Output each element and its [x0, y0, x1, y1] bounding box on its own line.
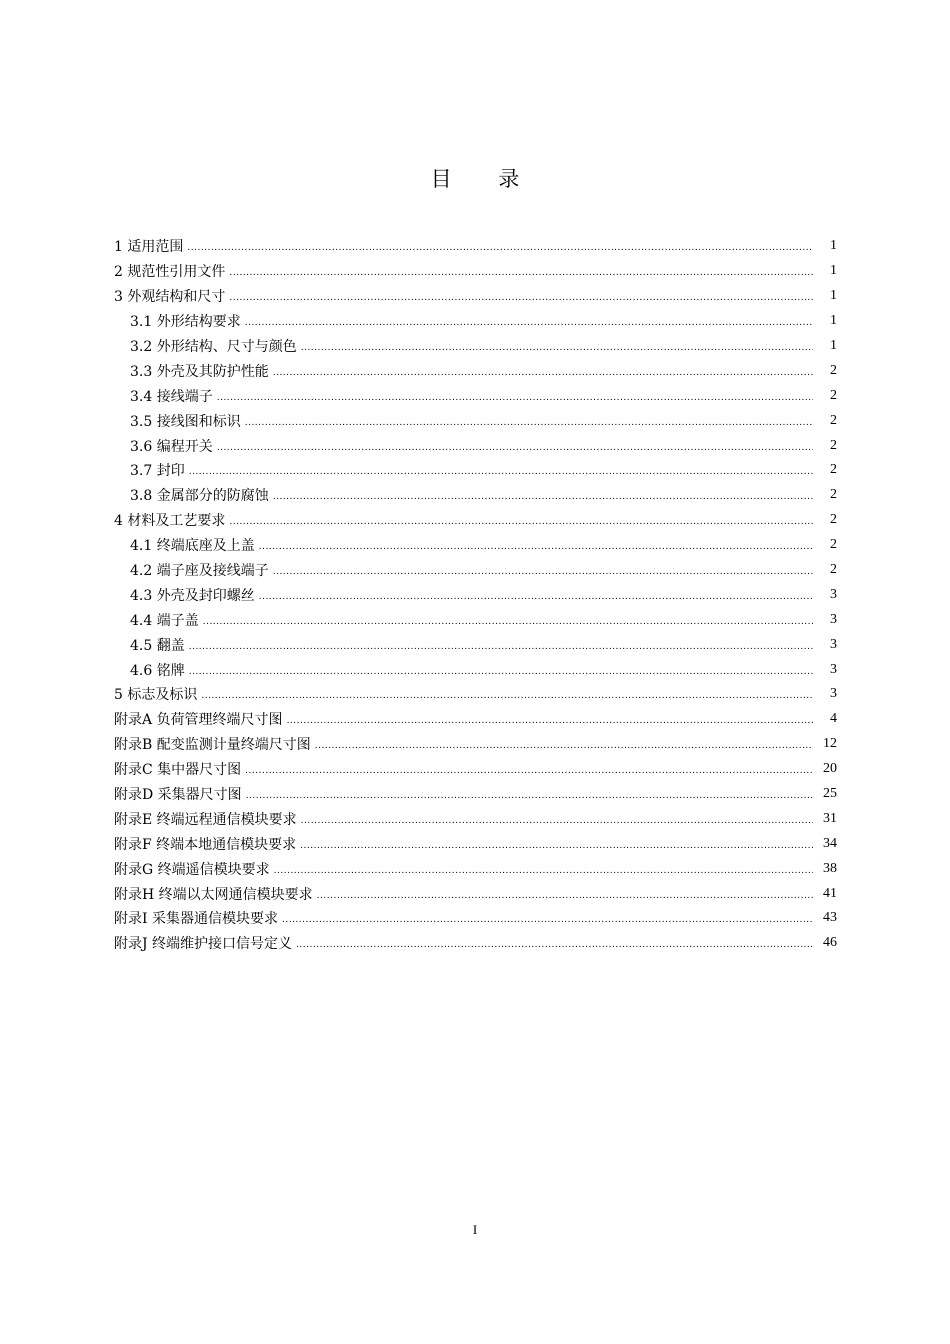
toc-entry[interactable]: [114, 732, 837, 757]
toc-entry-page: 1: [830, 313, 837, 329]
toc-entry[interactable]: [114, 757, 837, 782]
toc-entry-page: 2: [830, 512, 837, 528]
toc-dot-leader: [273, 489, 813, 505]
toc-entry-page: 3: [830, 636, 837, 652]
toc-entry[interactable]: [114, 433, 837, 458]
toc-dot-leader: [273, 564, 813, 580]
toc-entry-label: 2 规范性引用文件: [114, 264, 226, 281]
toc-entry-label: 3.6 编程开关: [130, 438, 213, 455]
toc-entry-page: 43: [823, 910, 837, 926]
toc-entry-page: 3: [830, 586, 837, 602]
toc-dot-leader: [189, 639, 813, 655]
toc-entry-page: 3: [830, 661, 837, 677]
toc-dot-leader: [296, 937, 813, 953]
toc-entry[interactable]: [114, 483, 837, 508]
toc-dot-leader: [315, 738, 813, 754]
toc-entry-label: 3.3 外壳及其防护性能: [130, 363, 269, 380]
toc-entry-label: 附录F 终端本地通信模块要求: [114, 836, 297, 853]
toc-entry[interactable]: [114, 533, 837, 558]
toc-dot-leader: [317, 888, 813, 904]
toc-entry[interactable]: [114, 408, 837, 433]
toc-entry-label: 3.8 金属部分的防腐蚀: [130, 488, 269, 505]
toc-entry[interactable]: [114, 309, 837, 334]
toc-entry-page: 2: [830, 487, 837, 503]
toc-entry-page: 3: [830, 686, 837, 702]
toc-entry-label: 附录H 终端以太网通信模块要求: [114, 886, 313, 903]
toc-dot-leader: [245, 415, 813, 431]
toc-entry-page: 4: [830, 711, 837, 727]
toc-entry-label: 4 材料及工艺要求: [114, 513, 226, 530]
toc-entry[interactable]: [114, 856, 837, 881]
toc-entry-label: 附录G 终端遥信模块要求: [114, 861, 270, 878]
toc-entry-label: 附录A 负荷管理终端尺寸图: [114, 712, 283, 729]
toc-dot-leader: [189, 464, 813, 480]
toc-entry[interactable]: [114, 931, 837, 956]
toc-entry[interactable]: [114, 682, 837, 707]
toc-entry-label: 3 外观结构和尺寸: [114, 289, 226, 306]
page-title: 目 录: [430, 167, 540, 191]
toc-entry-label: 附录C 集中器尺寸图: [114, 762, 242, 779]
toc-entry-label: 附录E 终端远程通信模块要求: [114, 811, 297, 828]
toc-entry-label: 附录D 采集器尺寸图: [114, 787, 242, 804]
toc-entry[interactable]: [114, 906, 837, 931]
toc-dot-leader: [187, 240, 813, 256]
toc-entry-page: 12: [823, 736, 837, 752]
toc-entry-label: 4.3 外壳及封印螺丝: [130, 587, 255, 604]
toc-entry-label: 附录J 终端维护接口信号定义: [114, 936, 293, 953]
toc-dot-leader: [282, 912, 813, 928]
toc-entry[interactable]: [114, 881, 837, 906]
toc-entry[interactable]: [114, 358, 837, 383]
toc-entry-label: 附录B 配变监测计量终端尺寸图: [114, 737, 311, 754]
toc-entry-page: 25: [823, 786, 837, 802]
toc-entry-page: 1: [830, 288, 837, 304]
toc-entry-label: 4.4 端子盖: [130, 612, 199, 629]
toc-entry[interactable]: [114, 632, 837, 657]
toc-dot-leader: [189, 664, 813, 680]
toc-entry[interactable]: [114, 259, 837, 284]
toc-dot-leader: [300, 838, 813, 854]
toc-entry-page: 20: [823, 761, 837, 777]
toc-entry-label: 3.5 接线图和标识: [130, 413, 241, 430]
toc-entry[interactable]: [114, 582, 837, 607]
toc-dot-leader: [229, 265, 813, 281]
toc-entry[interactable]: [114, 458, 837, 483]
toc-entry-page: 2: [830, 362, 837, 378]
toc-dot-leader: [245, 315, 813, 331]
toc-dot-leader: [301, 340, 813, 356]
toc-entry-page: 34: [823, 835, 837, 851]
toc-dot-leader: [245, 763, 813, 779]
toc-dot-leader: [246, 788, 813, 804]
toc-entry-label: 附录I 采集器通信模块要求: [114, 911, 278, 928]
toc-dot-leader: [229, 514, 813, 530]
toc-entry-page: 31: [823, 810, 837, 826]
toc-entry-label: 3.7 封印: [130, 463, 185, 480]
toc-entry-label: 4.5 翻盖: [130, 637, 185, 654]
toc-entry-page: 38: [823, 860, 837, 876]
toc-entry[interactable]: [114, 558, 837, 583]
toc-dot-leader: [287, 713, 813, 729]
page-number: I: [472, 1222, 478, 1237]
toc-entry[interactable]: [114, 707, 837, 732]
toc-entry-label: 4.6 铭牌: [130, 662, 185, 679]
toc-dot-leader: [259, 589, 813, 605]
toc-entry[interactable]: [114, 831, 837, 856]
toc-entry[interactable]: [114, 607, 837, 632]
toc-entry[interactable]: [114, 782, 837, 807]
toc-entry-label: 3.2 外形结构、尺寸与颜色: [130, 339, 297, 355]
toc-entry-label: 4.1 终端底座及上盖: [130, 538, 255, 555]
toc-entry[interactable]: [114, 284, 837, 309]
toc-entry[interactable]: [114, 234, 837, 259]
toc-dot-leader: [203, 614, 813, 630]
toc-entry-label: 1 适用范围: [114, 239, 184, 256]
toc-entry-page: 2: [830, 387, 837, 403]
toc-dot-leader: [201, 688, 813, 704]
toc-entry-label: 5 标志及标识: [114, 687, 198, 704]
toc-entry-page: 41: [823, 885, 837, 901]
toc-dot-leader: [217, 390, 813, 406]
toc-entry-page: 2: [830, 462, 837, 478]
toc-entry[interactable]: [114, 806, 837, 831]
toc-entry-page: 46: [823, 935, 837, 951]
toc-dot-leader: [274, 863, 813, 879]
toc-entry-label: 3.4 接线端子: [130, 388, 213, 405]
toc-entry-page: 3: [830, 611, 837, 627]
toc-dot-leader: [301, 813, 813, 829]
toc-dot-leader: [259, 539, 813, 555]
toc-entry[interactable]: [114, 383, 837, 408]
toc-entry-page: 2: [830, 412, 837, 428]
toc-entry[interactable]: [114, 334, 837, 359]
toc-dot-leader: [229, 290, 813, 306]
toc-dot-leader: [273, 365, 813, 381]
toc-entry-page: 2: [830, 437, 837, 453]
toc-entry-page: 1: [830, 263, 837, 279]
toc-entry-page: 2: [830, 537, 837, 553]
table-of-contents: [114, 234, 837, 956]
toc-entry[interactable]: [114, 508, 837, 533]
toc-entry-page: 1: [830, 338, 837, 353]
toc-entry[interactable]: [114, 657, 837, 682]
toc-entry-page: 1: [830, 238, 837, 254]
toc-entry-label: 4.2 端子座及接线端子: [130, 563, 269, 580]
toc-dot-leader: [217, 440, 813, 456]
toc-entry-page: 2: [830, 562, 837, 578]
toc-entry-label: 3.1 外形结构要求: [130, 314, 241, 331]
